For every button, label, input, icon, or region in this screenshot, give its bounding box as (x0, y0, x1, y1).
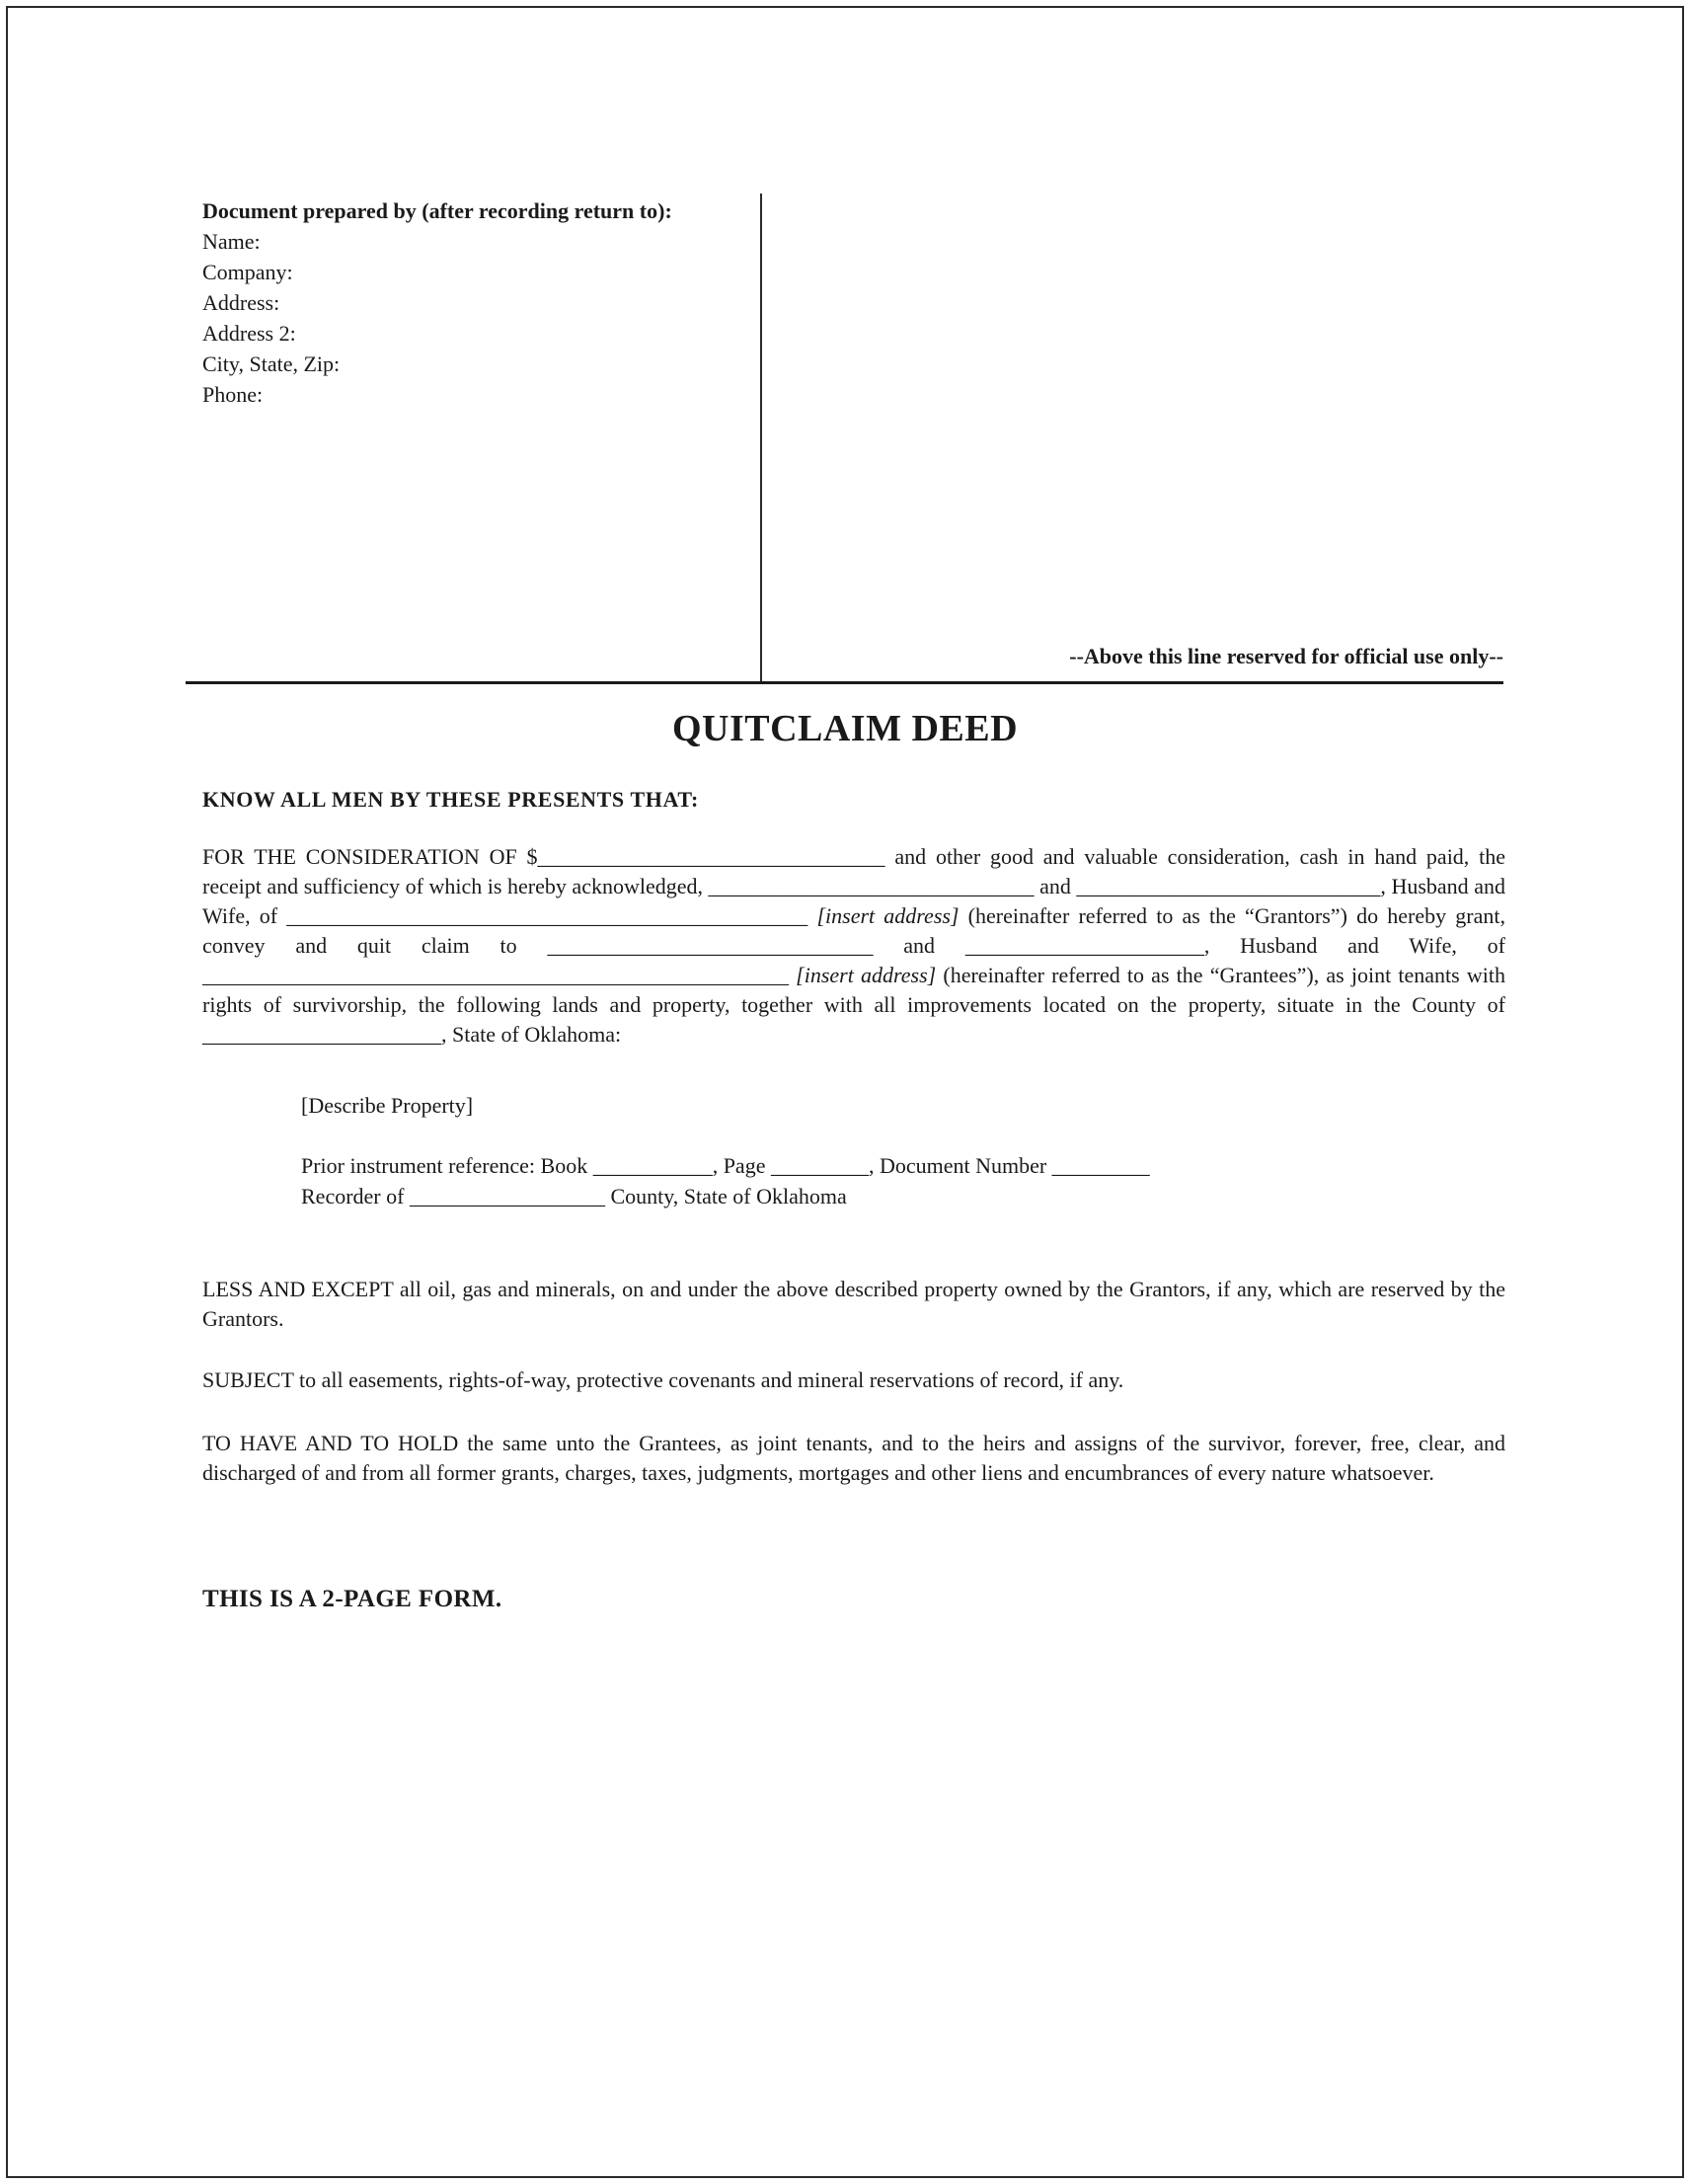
field-label-name: Name: (202, 229, 261, 254)
field-label-address2: Address 2: (202, 321, 296, 346)
prior-reference-line-1: Prior instrument reference: Book ___________, Page _________, Document Number _________ (301, 1153, 1150, 1178)
vertical-divider (760, 194, 762, 681)
two-page-form-note: THIS IS A 2-PAGE FORM. (202, 1586, 502, 1612)
consideration-seg-2: (hereinafter referred to as the “Grantors”) do hereby grant, convey and quit claim to ______________________________ and ______________________, Husband and Wife, of ______________________________________________________ (202, 903, 1505, 987)
official-use-rule (186, 681, 1503, 684)
intro-heading: KNOW ALL MEN BY THESE PRESENTS THAT: (202, 787, 699, 812)
consideration-seg-1: FOR THE CONSIDERATION OF $________________________________ and other good and valuable consideration, cash in hand paid, the receipt and sufficiency of which is hereby acknowledged, ______________________________ and ____________________________, Husband and Wife, of ________________________________________________ (202, 844, 1505, 928)
prior-reference-line-2: Recorder of __________________ County, State of Oklahoma (301, 1184, 847, 1209)
consideration-seg-3: (hereinafter referred to as the “Grantees”), as joint tenants with rights of survivorship, the following lands and property, together with all improvements located on the property, situate in the County of ______________________, State of Oklahoma: (202, 963, 1506, 1047)
consideration-paragraph (202, 842, 1505, 1050)
describe-property-placeholder: [Describe Property] (301, 1093, 474, 1118)
insert-address-note-2: [insert address] (796, 963, 937, 987)
field-label-company: Company: (202, 260, 293, 284)
document-title: QUITCLAIM DEED (671, 708, 1019, 749)
subject-paragraph: SUBJECT to all easements, rights-of-way, protective covenants and mineral reservations of record, if any. (202, 1367, 1124, 1392)
field-label-address: Address: (202, 290, 280, 315)
field-label-city-state-zip: City, State, Zip: (202, 351, 341, 376)
prepared-by-title: Document prepared by (after recording return to): (202, 198, 672, 223)
prepared-by-block (202, 195, 755, 410)
to-have-and-to-hold-paragraph: TO HAVE AND TO HOLD the same unto the Grantees, as joint tenants, and to the heirs and assigns of the survivor, forever, free, clear, and discharged of and from all former grants, charges, taxes, judgments, mortgages and other liens and encumbrances of every nature whatsoever. (202, 1431, 1505, 1485)
less-and-except-paragraph: LESS AND EXCEPT all oil, gas and minerals, on and under the above described property owned by the Grantors, if any, which are reserved by the Grantors. (202, 1277, 1505, 1331)
field-label-phone: Phone: (202, 382, 264, 407)
official-use-note: --Above this line reserved for official use only-- (1069, 644, 1503, 668)
insert-address-note-1: [insert address] (816, 903, 960, 928)
deed-body (202, 785, 1505, 1614)
prior-instrument-reference (301, 1150, 1505, 1211)
